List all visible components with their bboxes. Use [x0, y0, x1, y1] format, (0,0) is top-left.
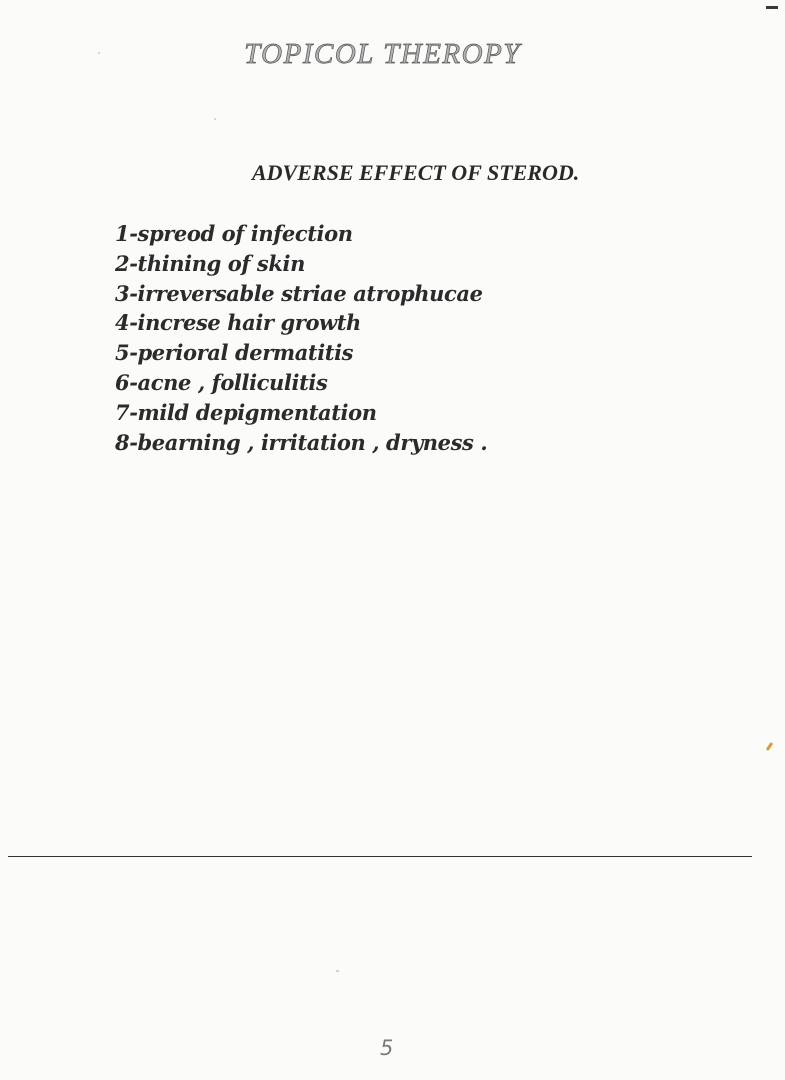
- list-item: 8-bearning , irritation , dryness .: [115, 429, 488, 455]
- page-title: TOPICOL THEROPY: [244, 38, 521, 70]
- list-item: 7-mild depigmentation: [115, 399, 377, 425]
- list-item: 3-irreversable striae atrophucae: [115, 280, 483, 306]
- list-item: 2-thining of skin: [115, 250, 305, 276]
- list-item: 5-perioral dermatitis: [115, 340, 354, 366]
- corner-mark: [766, 6, 778, 9]
- scan-speck: [98, 52, 100, 54]
- scan-speck: [214, 118, 216, 120]
- list-item: 4-increse hair growth: [115, 310, 361, 336]
- section-heading: ADVERSE EFFECT OF STEROD.: [252, 160, 580, 185]
- page-number: 5: [380, 1036, 394, 1060]
- footer-divider: [8, 856, 752, 857]
- list-item: 1-spreod of infection: [115, 221, 353, 246]
- adverse-effects-list: [115, 219, 487, 457]
- list-item: 6-acne , folliculitis: [115, 369, 328, 395]
- scan-speck: [336, 970, 339, 972]
- scan-mark: [766, 742, 774, 751]
